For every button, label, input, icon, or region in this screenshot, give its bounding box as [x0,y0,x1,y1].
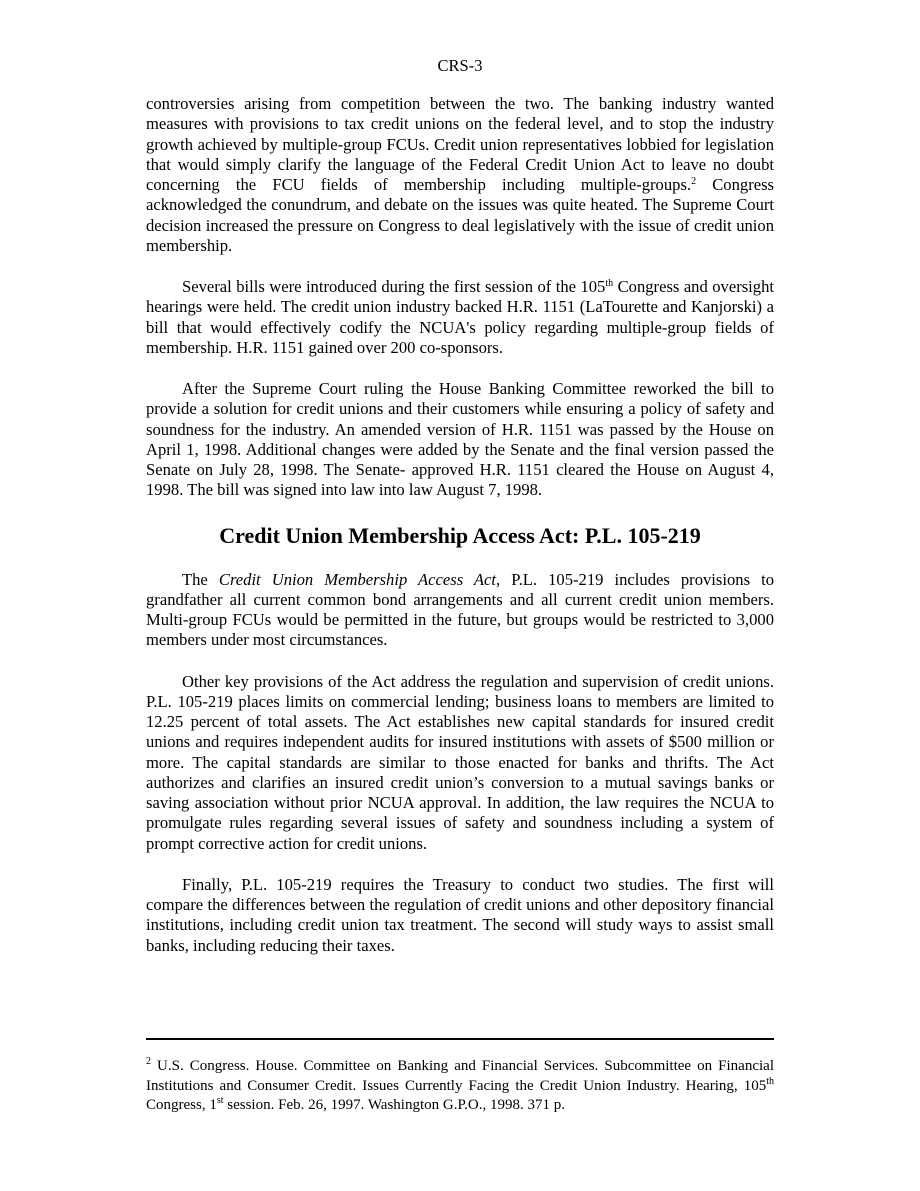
paragraph-5: Other key provisions of the Act address the regulation and supervision of credit unions. P.L. 105-219 places limits on commercial lending; business loans to members are limited to 12.25 percent of total assets. The Act establishes new capital standards for insured credit unions and requires independent audits for insured institutions with assets of $500 million or more. The capital standards are similar to those enacted for banks and thrifts. The Act authorizes and clarifies an insured credit union’s conversion to a mutual savings banks or saving association without prior NCUA approval. In addition, the law requires the NCUA to promulgate rules regarding several issues of safety and soundness including a system of prompt corrective action for credit unions. [146,671,774,853]
document-body [146,94,774,977]
footnote-reference[interactable]: 2 [691,176,697,187]
footnote-text-end: session. Feb. 26, 1997. Washington G.P.O., 1998. 371 p. [223,1097,565,1113]
ordinal-superscript: th [605,278,614,289]
footnote-text-mid: Congress, 1 [146,1097,217,1113]
footnote-divider [146,1038,774,1040]
page-number: CRS-3 [437,56,483,75]
paragraph-2-continued: Congress and oversight hearings were held. The credit union industry backed H.R. 1151 (LaTourette and Kanjorski) a bill that would effectively codify the NCUA's policy regarding multiple-group fields of membership. H.R. 1151 gained over 200 co-sponsors. [146,277,774,357]
paragraph-1-continued: Congress acknowledged the conundrum, and debate on the issues was quite heated. The Supreme Court decision increased the pressure on Congress to deal legislatively with the issue of credit union membership. [146,175,775,255]
paragraph-1-text: controversies arising from competition between the two. The banking industry wanted measures with provisions to tax credit unions on the federal level, and to stop the industry growth achieved by multiple-group FCUs. Credit union representatives lobbied for legislation that would simply clarify the language of the Federal Credit Union Act to leave no doubt concerning the FCU fields of membership including multiple-groups. [146,94,774,194]
paragraph-2 [146,277,774,358]
footnote-marker: 2 [146,1056,151,1067]
paragraph-6: Finally, P.L. 105-219 requires the Treasury to conduct two studies. The first will compare the differences between the regulation of credit unions and other depository financial institutions, including credit union tax treatment. The second will study ways to assist small banks, including reducing their taxes. [146,874,774,955]
paragraph-3: After the Supreme Court ruling the House Banking Committee reworked the bill to provide a solution for credit unions and their customers while ensuring a policy of safety and soundness for the industry. An amended version of H.R. 1151 was passed by the House on April 1, 1998. Additional changes were added by the Senate and the final version passed the Senate on July 28, 1998. The Senate- approved H.R. 1151 cleared the House on August 4, 1998. The bill was signed into law into law August 7, 1998. [146,379,774,500]
paragraph-4-continued: , P.L. 105-219 includes provisions to grandfather all current common bond arrangements and all current credit union members. Multi-group FCUs would be permitted in the future, but groups would be restricted to 3,000 members under most circumstances. [146,569,774,650]
act-title-italic: Credit Union Membership Access Act [218,569,497,589]
paragraph-4-text: The [182,569,219,589]
footnote [146,1057,774,1116]
section-heading: Credit Union Membership Access Act: P.L. 105-219 [219,522,701,548]
footnote-text: U.S. Congress. House. Committee on Banking and Financial Services. Subcommittee on Financial Institutions and Consumer Credit. Issues Currently Facing the Credit Union Industry. Hearing, 105 [146,1058,774,1094]
paragraph-4 [146,570,774,651]
paragraph-1 [146,94,774,256]
ordinal-superscript: st [216,1095,224,1106]
ordinal-superscript: th [766,1075,774,1087]
paragraph-2-text: Several bills were introduced during the first session of the 105 [182,277,606,296]
